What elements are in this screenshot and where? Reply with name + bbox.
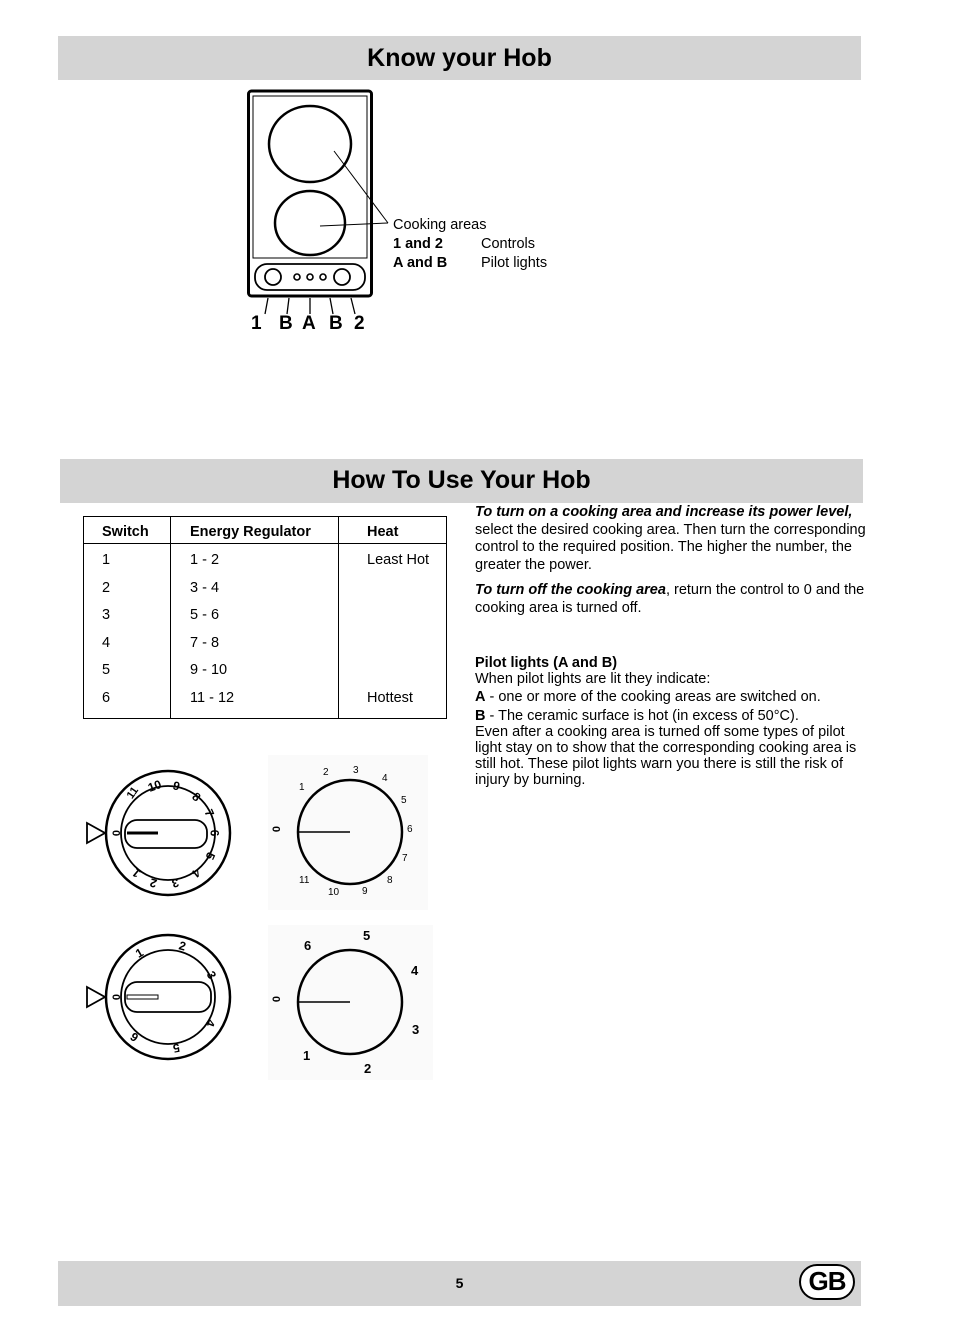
control-dial-6-position xyxy=(268,925,433,1080)
dial4-number: 6 xyxy=(304,938,312,953)
control-label-2: 2 xyxy=(354,313,365,334)
pilot-lights-title: Pilot lights (A and B) xyxy=(475,655,618,671)
knob1-number: 7 xyxy=(201,807,218,819)
pilot-a-key: A xyxy=(475,689,486,705)
table-cell: 5 - 6 xyxy=(190,607,220,623)
dial2-number: 7 xyxy=(402,853,408,864)
control-label-b-right: B xyxy=(329,313,343,334)
table-cell: 9 - 10 xyxy=(190,662,228,678)
pilot-b-key: B xyxy=(475,708,486,724)
energy-regulator-table xyxy=(83,516,447,719)
turn-off-lead: To turn off the cooking area xyxy=(475,582,666,598)
table-header-heat: Heat xyxy=(367,524,399,540)
table-cell: 7 - 8 xyxy=(190,635,220,651)
pilot-lights-intro: When pilot lights are lit they indicate: xyxy=(475,671,711,687)
section-header-know-your-hob xyxy=(58,36,861,80)
table-cell: 5 xyxy=(102,662,111,678)
control-dial-12-position xyxy=(268,755,428,910)
control-knob-6-position xyxy=(80,930,240,1070)
knob1-number: 10 xyxy=(146,777,164,795)
table-cell: 3 - 4 xyxy=(190,580,220,596)
dial2-number: 9 xyxy=(362,886,368,897)
dial2-number: 4 xyxy=(382,773,388,784)
dial4-number: 4 xyxy=(411,963,419,978)
dial2-number: 2 xyxy=(323,767,329,778)
page-number: 5 xyxy=(455,1275,464,1291)
dial4-number: 1 xyxy=(303,1048,311,1063)
pilot-lights-key: A and B xyxy=(393,255,448,271)
pilot-note: Even after a cooking area is turned off some types of pilot light stay on to show that the corresponding cooking area is still hot. These pilot lights warn you there is still the risk of injury by burning. xyxy=(475,724,857,788)
turn-on-text: select the desired cooking area. Then turn the corresponding control to the required position. The higher the number, the greater the power. xyxy=(475,521,866,573)
turn-off-instruction xyxy=(475,582,867,617)
table-cell: 3 xyxy=(102,607,111,623)
pilot-a-description xyxy=(475,689,867,707)
knob3-number: 3 xyxy=(203,968,220,982)
pilot-lights-value: Pilot lights xyxy=(481,255,548,271)
knob1-number: 11 xyxy=(124,784,142,802)
control-label-1: 1 xyxy=(251,313,262,334)
section-title: Know your Hob xyxy=(367,44,552,72)
dial2-number: 5 xyxy=(401,795,407,806)
knob1-number: 2 xyxy=(148,875,159,891)
turn-on-instruction xyxy=(475,504,867,574)
dial2-number: 11 xyxy=(299,875,310,886)
table-cell: 1 - 2 xyxy=(190,552,220,568)
knob1-number: 5 xyxy=(202,850,219,862)
dial2-number: 1 xyxy=(299,782,305,793)
dial2-number: 6 xyxy=(407,824,413,835)
page-footer xyxy=(58,1261,861,1306)
table-cell: 2 xyxy=(102,580,111,596)
hob-diagram xyxy=(240,86,390,336)
knob1-number: 1 xyxy=(129,865,144,881)
country-badge: GB xyxy=(799,1264,855,1300)
controls-value: Controls xyxy=(481,236,535,252)
knob1-number: 4 xyxy=(189,865,204,881)
dial-zero-label: 0 xyxy=(111,829,123,837)
table-header-energy-regulator: Energy Regulator xyxy=(190,524,311,540)
knob3-number: 6 xyxy=(127,1029,142,1045)
dial-zero-label: 0 xyxy=(271,825,284,833)
table-cell: Hottest xyxy=(367,690,413,706)
dial-zero-label: 0 xyxy=(271,995,284,1003)
dial2-number: 3 xyxy=(353,765,359,776)
knob3-number: 5 xyxy=(171,1040,181,1056)
knob3-number: 1 xyxy=(132,945,146,961)
pilot-b-description xyxy=(475,708,867,726)
turn-off-text: , return the control to 0 and the cooking area is turned off. xyxy=(475,582,865,616)
dial-zero-label: 0 xyxy=(111,993,123,1001)
cooking-areas-label: Cooking areas xyxy=(393,217,487,233)
section-header-how-to-use xyxy=(60,459,863,503)
knob3-number: 4 xyxy=(202,1017,219,1029)
table-cell: 6 xyxy=(102,690,111,706)
table-cell: 1 xyxy=(102,552,111,568)
turn-on-lead: To turn on a cooking area and increase its power level, xyxy=(475,504,853,520)
table-cell: Least Hot xyxy=(367,552,430,568)
control-label-a: A xyxy=(302,313,316,334)
dial4-number: 3 xyxy=(412,1022,420,1037)
pilot-b-text: - The ceramic surface is hot (in excess of 50°C). xyxy=(485,708,799,724)
knob1-number: 3 xyxy=(170,875,181,891)
dial4-number: 5 xyxy=(363,928,371,943)
table-cell: 4 xyxy=(102,635,111,651)
knob1-number: 9 xyxy=(171,778,182,794)
knob1-number: 6 xyxy=(207,829,222,837)
knob1-number: 8 xyxy=(189,789,204,805)
control-label-b-left: B xyxy=(279,313,293,334)
section-title: How To Use Your Hob xyxy=(332,466,591,494)
table-cell: 11 - 12 xyxy=(190,690,235,706)
knob3-number: 2 xyxy=(177,938,188,954)
dial2-number: 10 xyxy=(328,887,340,898)
pilot-a-text: - one or more of the cooking areas are switched on. xyxy=(485,689,821,705)
controls-key: 1 and 2 xyxy=(393,236,443,252)
table-header-switch: Switch xyxy=(102,524,149,540)
dial4-number: 2 xyxy=(364,1061,372,1076)
dial2-number: 8 xyxy=(387,875,393,886)
